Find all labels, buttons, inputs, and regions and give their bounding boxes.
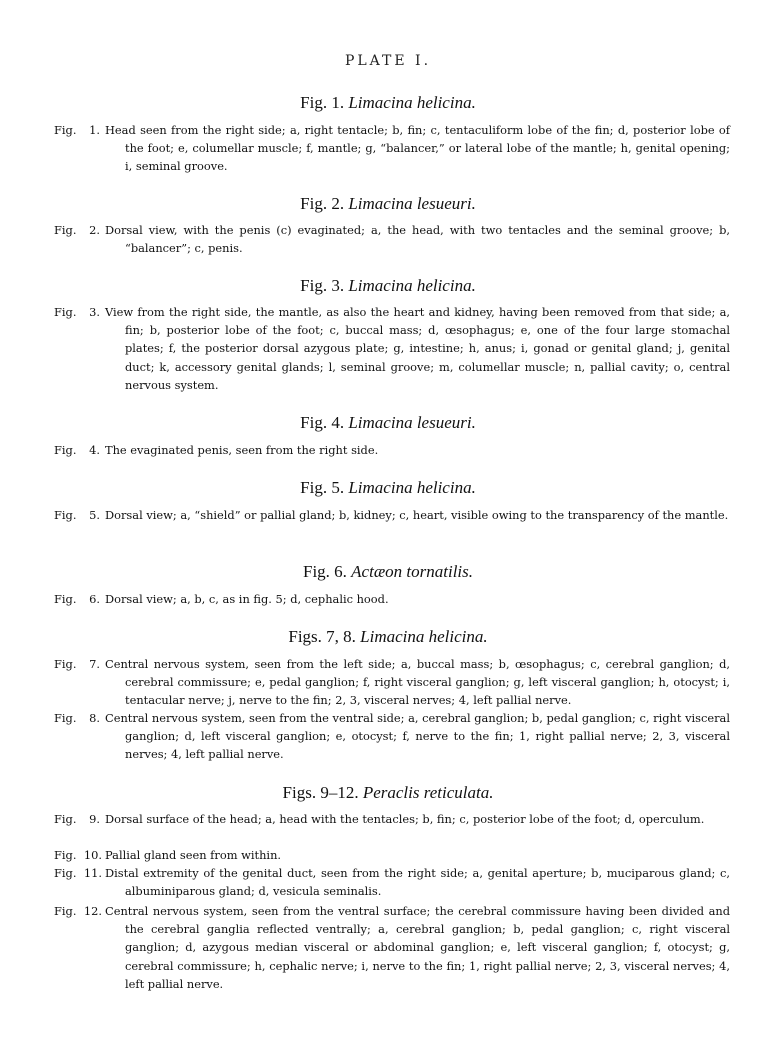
section-species: Limacina helicina. (348, 276, 476, 295)
section-title (0, 783, 776, 803)
fig-label: Fig. (54, 904, 77, 918)
section-species: Limacina helicina. (348, 93, 476, 112)
fig-label: Fig. (54, 657, 77, 671)
fig-number: 11. (83, 866, 102, 880)
fig-label: Fig. (54, 508, 77, 522)
fig-description: Central nervous system, seen from the ventral side; a, cerebral ganglion; b, pedal ganglion; c, right visceral ganglion; d, left visceral ganglion; e, otocyst; f, nerve to the fin; 1, right pallial nerve; 2, 3, visceral nerves; 4, left pallial nerve. (105, 711, 730, 762)
section-species: Limacina helicina. (360, 627, 488, 646)
fig-label: Fig. (54, 711, 77, 725)
section-fig-prefix: Fig. 3. (300, 276, 345, 295)
figure-entry (54, 441, 730, 459)
section-title (0, 627, 776, 647)
figure-entry (54, 864, 730, 900)
section-title (0, 276, 776, 296)
section-fig-prefix: Fig. 5. (300, 478, 345, 497)
section-title (0, 93, 776, 113)
figure-entry (54, 506, 730, 524)
fig-description: Central nervous system, seen from the left side; a, buccal mass; b, œsophagus; c, cerebral ganglion; d, cerebral commissure; e, pedal ganglion; f, right visceral ganglion; g, left visceral ganglion; h, otocyst; i, tentacular nerve; j, nerve to the fin; 2, 3, visceral nerves; 4, left pallial nerve. (105, 657, 730, 708)
fig-number: 2. (89, 223, 100, 237)
figure-entry (54, 902, 730, 993)
fig-number: 3. (89, 305, 100, 319)
fig-description: Dorsal view; a, “shield” or pallial gland; b, kidney; c, heart, visible owing to the transparency of the mantle. (105, 508, 729, 522)
figure-entry (54, 709, 730, 764)
figure-entry (54, 810, 730, 828)
section-title (0, 194, 776, 214)
fig-label: Fig. (54, 812, 77, 826)
fig-description: The evaginated penis, seen from the right side. (105, 443, 379, 457)
fig-description: View from the right side, the mantle, as also the heart and kidney, having been removed from that side; a, fin; b, posterior lobe of the foot; c, buccal mass; d, œsophagus; e, one of the four large stomachal plates; f, the posterior dorsal azygous plate; g, intestine; h, anus; i, gonad or genital gland; j, genital duct; k, accessory genital glands; l, seminal groove; m, columellar muscle; n, pallial cavity; o, central nervous system. (105, 305, 730, 392)
fig-label: Fig. (54, 123, 77, 137)
figure-entry (54, 846, 730, 864)
figure-entry (54, 655, 730, 710)
fig-number: 9. (89, 812, 100, 826)
figure-entry (54, 221, 730, 257)
fig-label: Fig. (54, 443, 77, 457)
fig-description: Head seen from the right side; a, right tentacle; b, fin; c, tentaculiform lobe of the fin; d, posterior lobe of the foot; e, columellar muscle; f, mantle; g, “balancer,” or lateral lobe of the mantle; h, genital opening; i, seminal groove. (105, 123, 730, 174)
fig-number: 1. (89, 123, 100, 137)
section-title (0, 478, 776, 498)
section-species: Limacina helicina. (348, 478, 476, 497)
fig-label: Fig. (54, 848, 77, 862)
fig-number: 4. (89, 443, 100, 457)
section-fig-prefix: Fig. 4. (300, 413, 345, 432)
section-title (0, 413, 776, 433)
section-fig-prefix: Figs. 7, 8. (288, 627, 356, 646)
fig-number: 10. (83, 848, 102, 862)
fig-label: Fig. (54, 592, 77, 606)
figure-entry (54, 303, 730, 394)
fig-number: 6. (89, 592, 100, 606)
figure-entry (54, 121, 730, 176)
fig-description: Central nervous system, seen from the ventral surface; the cerebral commissure having been divided and the cerebral ganglia reflected ventrally; a, cerebral ganglion; b, pedal ganglion; c, right visceral ganglion; d, azygous median visceral or abdominal ganglion; e, left visceral ganglion; f, otocyst; g, cerebral commissure; h, cephalic nerve; i, nerve to the fin; 1, right pallial nerve; 2, 3, visceral nerves; 4, left pallial nerve. (105, 904, 730, 991)
fig-description: Dorsal surface of the head; a, head with the tentacles; b, fin; c, posterior lobe of the foot; d, operculum. (105, 812, 705, 826)
section-species: Limacina lesueuri. (348, 413, 476, 432)
fig-description: Distal extremity of the genital duct, seen from the right side; a, genital aperture; b, muciparous gland; c, albuminiparous gland; d, vesicula seminalis. (105, 866, 730, 899)
section-fig-prefix: Fig. 6. (302, 562, 347, 581)
fig-number: 12. (83, 904, 102, 918)
figure-entry (54, 590, 730, 608)
fig-description: Dorsal view; a, b, c, as in fig. 5; d, cephalic hood. (105, 592, 389, 606)
fig-label: Fig. (54, 223, 77, 237)
fig-description: Pallial gland seen from within. (105, 848, 282, 862)
section-fig-prefix: Fig. 2. (300, 194, 345, 213)
fig-number: 7. (89, 657, 100, 671)
fig-label: Fig. (54, 305, 77, 319)
section-title (0, 562, 776, 582)
section-species: Actæon tornatilis. (351, 562, 474, 581)
section-fig-prefix: Fig. 1. (300, 93, 345, 112)
section-species: Limacina lesueuri. (348, 194, 476, 213)
running-head (0, 48, 776, 66)
section-fig-prefix: Figs. 9–12. (282, 783, 359, 802)
fig-description: Dorsal view, with the penis (c) evaginated; a, the head, with two tentacles and the seminal groove; b, “balancer”; c, penis. (105, 223, 730, 256)
fig-number: 8. (89, 711, 100, 725)
fig-label: Fig. (54, 866, 77, 880)
fig-number: 5. (89, 508, 100, 522)
running-head-text: PLATE I. (344, 53, 432, 66)
section-species: Peraclis reticulata. (362, 783, 494, 802)
